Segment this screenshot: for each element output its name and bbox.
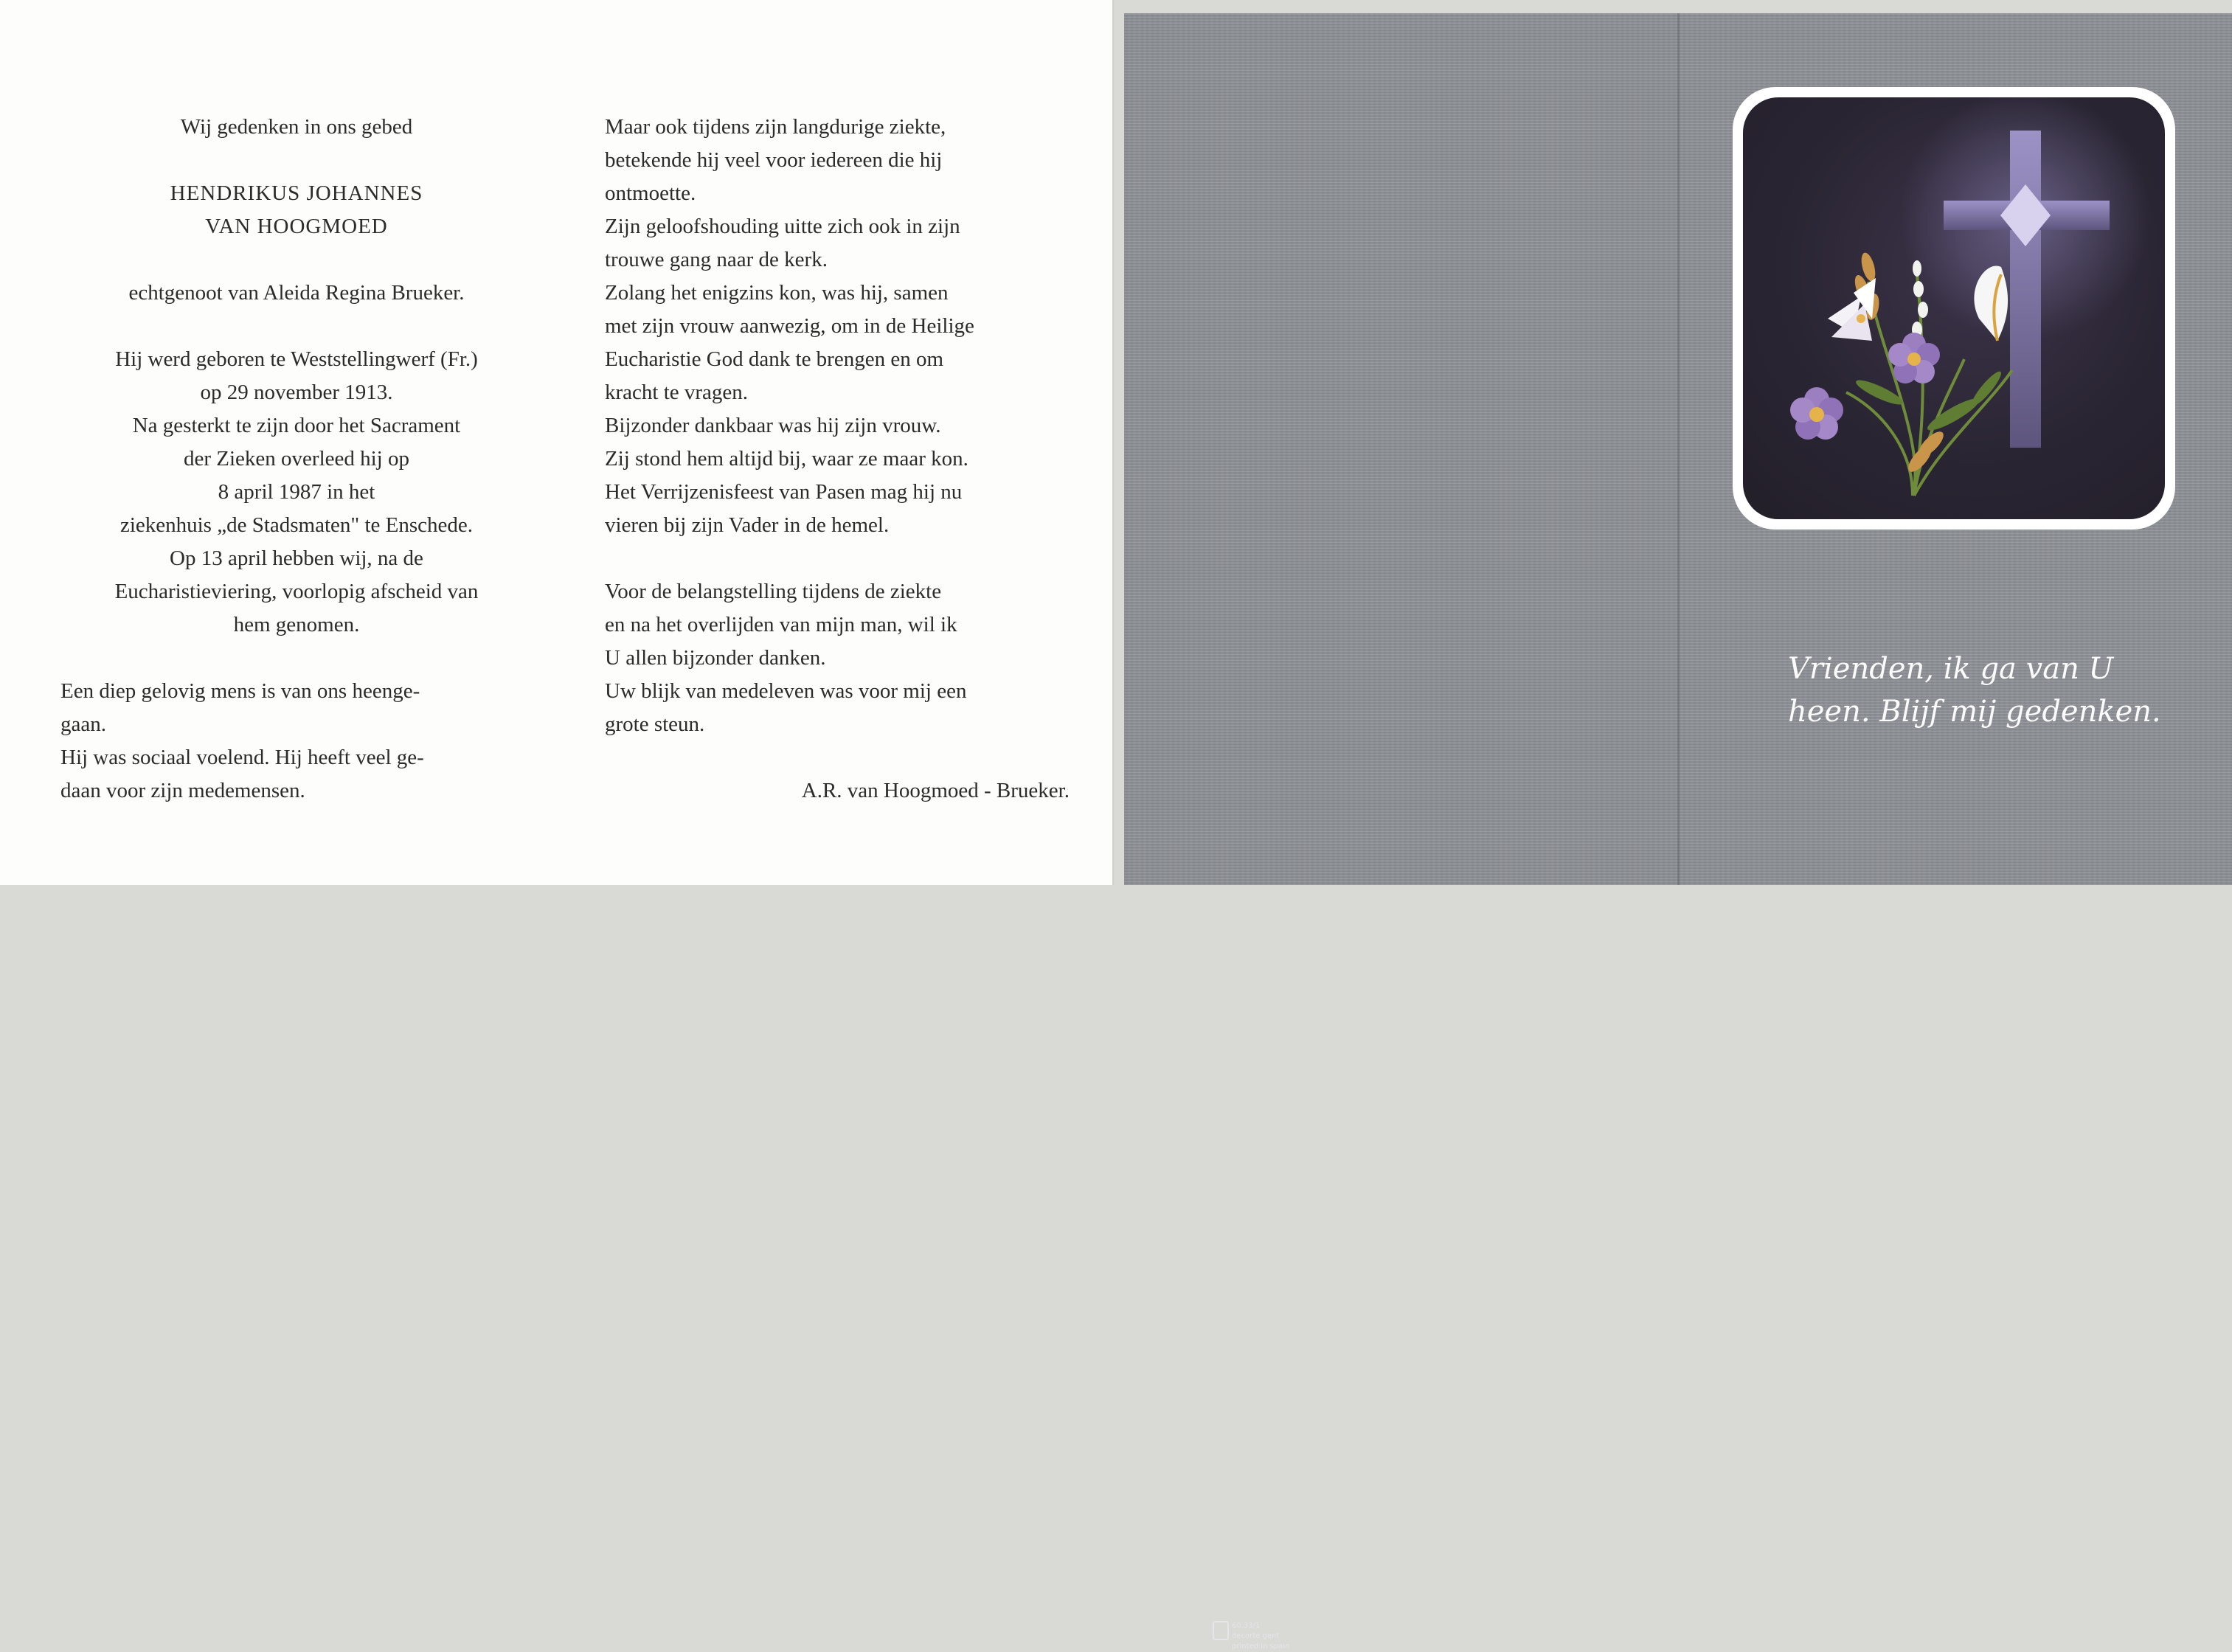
purple-flower-2 bbox=[1790, 387, 1843, 440]
left-column bbox=[60, 111, 533, 808]
bio-line: ziekenhuis „de Stadsmaten" te Enschede. bbox=[119, 513, 474, 537]
bio-line: hem genomen. bbox=[233, 613, 360, 636]
bio-line: Eucharistieviering, voorlopig afscheid van bbox=[114, 580, 479, 603]
purple-flower-1 bbox=[1888, 333, 1940, 384]
faith-line: ontmoette. bbox=[605, 181, 696, 205]
character-line: Hij was sociaal voelend. Hij heeft veel ge- bbox=[60, 746, 424, 769]
printer-name: decorte gent bbox=[1232, 1632, 1280, 1640]
intro-text: Wij gedenken in ons gebed bbox=[180, 115, 413, 139]
thanks-paragraph bbox=[605, 575, 1070, 741]
printer-text bbox=[1232, 1621, 1289, 1652]
thanks-line: en na het overlijden van mijn man, wil ik bbox=[605, 613, 957, 636]
faith-paragraph bbox=[605, 111, 1070, 542]
motto-line-2: heen. Blijf mij gedenken. bbox=[1788, 695, 2161, 729]
cover-motto bbox=[1788, 648, 2161, 733]
faith-line: Eucharistie God dank te brengen en om bbox=[605, 347, 944, 371]
right-column bbox=[605, 111, 1070, 808]
faith-line: Zijn geloofshouding uitte zich ook in zijn bbox=[605, 215, 960, 238]
fold-line bbox=[1677, 13, 1680, 885]
cover-page bbox=[1124, 13, 2232, 1651]
thanks-line: Voor de belangstelling tijdens de ziekte bbox=[605, 580, 942, 603]
inner-page bbox=[0, 0, 1114, 885]
printer-code: 60.33/1 bbox=[1232, 1622, 1261, 1630]
character-line: daan voor zijn medemensen. bbox=[60, 779, 305, 802]
deceased-name-last: VAN HOOGMOED bbox=[205, 215, 388, 238]
character-line: gaan. bbox=[60, 712, 106, 736]
thanks-line: grote steun. bbox=[605, 712, 705, 736]
cover-image-frame bbox=[1733, 87, 2175, 530]
thanks-line: Uw blijk van medeleven was voor mij een bbox=[605, 679, 967, 703]
bio-line: op 29 november 1913. bbox=[200, 381, 393, 404]
deceased-name-first: HENDRIKUS JOHANNES bbox=[170, 181, 423, 205]
faith-line: vieren bij zijn Vader in de hemel. bbox=[605, 513, 890, 537]
bio-line: Op 13 april hebben wij, na de bbox=[170, 546, 423, 570]
bio-line: 8 april 1987 in het bbox=[218, 480, 375, 504]
faith-line: Zij stond hem altijd bij, waar ze maar kon. bbox=[605, 447, 968, 471]
signature: A.R. van Hoogmoed - Brueker. bbox=[801, 779, 1070, 802]
faith-line: Bijzonder dankbaar was hij zijn vrouw. bbox=[605, 414, 941, 437]
bio-line: Na gesterkt te zijn door het Sacrament bbox=[132, 414, 461, 437]
biography-paragraph bbox=[60, 343, 533, 642]
faith-line: Het Verrijzenisfeest van Pasen mag hij nu bbox=[605, 480, 963, 504]
cross-flowers-illustration bbox=[1743, 97, 2165, 519]
lily-flower bbox=[1828, 278, 1876, 341]
character-paragraph bbox=[60, 675, 533, 808]
printer-origin: printed in spain bbox=[1232, 1642, 1290, 1651]
faith-line: Zolang het enigzins kon, was hij, samen bbox=[605, 281, 949, 305]
motto-line-1: Vrienden, ik ga van U bbox=[1788, 652, 2114, 686]
faith-line: trouwe gang naar de kerk. bbox=[605, 248, 828, 271]
faith-line: met zijn vrouw aanwezig, om in de Heilige bbox=[605, 314, 974, 338]
faith-line: kracht te vragen. bbox=[605, 381, 749, 404]
faith-line: betekende hij veel voor iedereen die hij bbox=[605, 148, 943, 172]
bio-line: Hij werd geboren te Weststellingwerf (Fr.) bbox=[115, 347, 478, 371]
faith-line: Maar ook tijdens zijn langdurige ziekte, bbox=[605, 115, 946, 139]
bio-line: der Zieken overleed hij op bbox=[184, 447, 409, 471]
spouse-line: echtgenoot van Aleida Regina Brueker. bbox=[128, 281, 465, 305]
cross-flowers-icon bbox=[1743, 97, 2165, 519]
printer-logo-icon bbox=[1213, 1621, 1229, 1640]
character-line: Een diep gelovig mens is van ons heenge- bbox=[60, 679, 420, 703]
cross-vertical bbox=[2010, 131, 2041, 448]
thanks-line: U allen bijzonder danken. bbox=[605, 646, 826, 670]
